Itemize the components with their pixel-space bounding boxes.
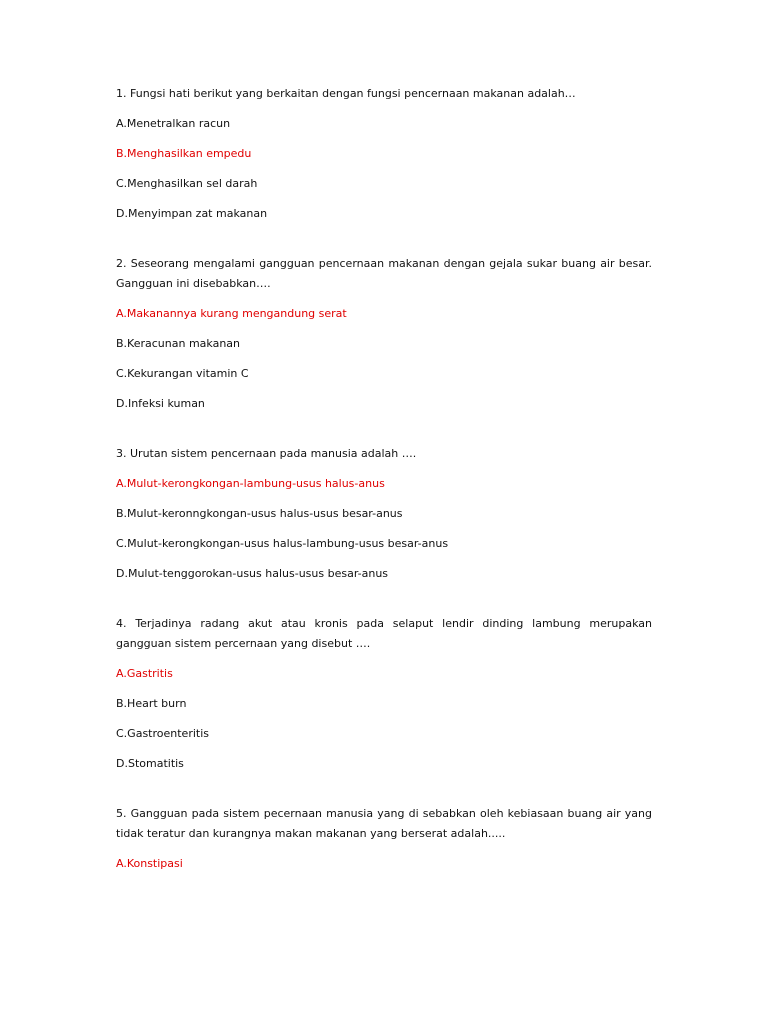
option-d: D.Infeksi kuman (116, 397, 205, 410)
option-a-answer: A.Konstipasi (116, 857, 183, 870)
question-1 (116, 84, 652, 224)
question-text: 1. Fungsi hati berikut yang berkaitan dengan fungsi pencernaan makanan adalah… (116, 87, 576, 100)
option-d: D.Stomatitis (116, 757, 184, 770)
option-b: B.Mulut-keronngkongan-usus halus-usus besar-anus (116, 507, 403, 520)
question-4 (116, 614, 652, 774)
option-b: B.Keracunan makanan (116, 337, 240, 350)
question-list (116, 84, 652, 874)
question-3 (116, 444, 652, 584)
option-c: C.Gastroenteritis (116, 727, 209, 740)
option-d: D.Menyimpan zat makanan (116, 207, 268, 220)
option-b-answer: B.Menghasilkan empedu (116, 147, 252, 160)
question-2 (116, 254, 652, 414)
option-c: C.Kekurangan vitamin C (116, 367, 249, 380)
option-c: C.Menghasilkan sel darah (116, 177, 258, 190)
question-text: 4. Terjadinya radang akut atau kronis pada selaput lendir dinding lambung merupakan gangguan sistem percernaan yang disebut …. (116, 617, 652, 650)
option-a: A.Menetralkan racun (116, 117, 231, 130)
option-a-answer: A.Mulut-kerongkongan-lambung-usus halus-anus (116, 477, 385, 490)
question-text: 5. Gangguan pada sistem pecernaan manusia yang di sebabkan oleh kebiasaan buang air yang tidak teratur dan kurangnya makan makanan yang berserat adalah..... (116, 807, 652, 840)
option-a-answer: A.Gastritis (116, 667, 173, 680)
option-a-answer: A.Makanannya kurang mengandung serat (116, 307, 347, 320)
option-c: C.Mulut-kerongkongan-usus halus-lambung-usus besar-anus (116, 537, 449, 550)
question-text: 3. Urutan sistem pencernaan pada manusia adalah …. (116, 447, 417, 460)
option-d: D.Mulut-tenggorokan-usus halus-usus besar-anus (116, 567, 389, 580)
option-b: B.Heart burn (116, 697, 187, 710)
question-5 (116, 804, 652, 874)
question-text: 2. Seseorang mengalami gangguan pencernaan makanan dengan gejala sukar buang air besar. Gangguan ini disebabkan…. (116, 257, 652, 290)
